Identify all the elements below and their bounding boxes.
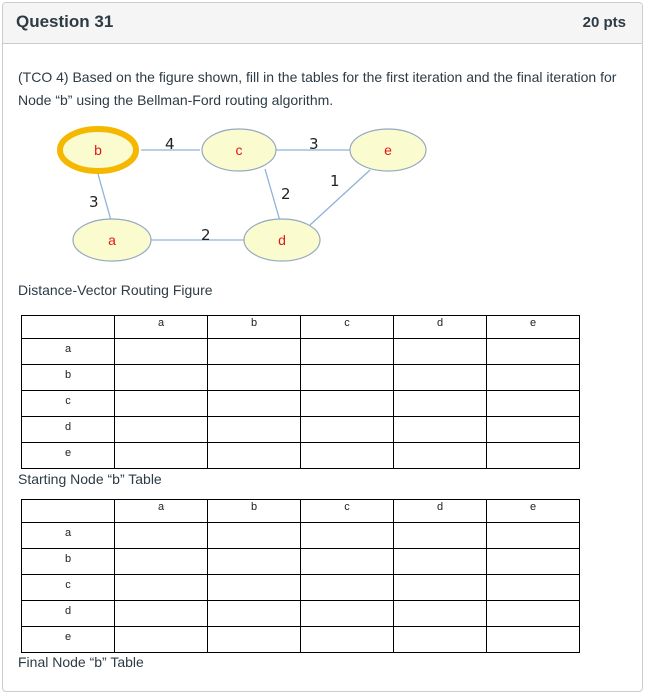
starting-table-caption: Starting Node “b” Table: [18, 471, 162, 487]
table-cell[interactable]: [487, 391, 580, 417]
table-corner-cell: [22, 500, 115, 523]
table-cell[interactable]: [301, 627, 394, 653]
table-row: [22, 601, 580, 627]
table-row: [22, 417, 580, 443]
table-cell[interactable]: [394, 391, 487, 417]
table-cell[interactable]: [487, 365, 580, 391]
table-cell[interactable]: [487, 575, 580, 601]
table-row: [22, 627, 580, 653]
table-cell[interactable]: [394, 417, 487, 443]
row-header-d: d: [22, 601, 115, 627]
table-cell[interactable]: [301, 523, 394, 549]
table-cell[interactable]: [487, 417, 580, 443]
table-header-row: [22, 316, 580, 339]
edge-label-c-d: 2: [281, 185, 291, 203]
edge-label-b-a: 3: [89, 193, 99, 211]
table-cell[interactable]: [301, 601, 394, 627]
column-header-b: b: [208, 316, 301, 339]
table-cell[interactable]: [115, 391, 208, 417]
column-header-c: c: [301, 500, 394, 523]
table-cell[interactable]: [301, 417, 394, 443]
table-cell[interactable]: [301, 575, 394, 601]
node-label-e: e: [384, 142, 392, 158]
table-cell[interactable]: [301, 365, 394, 391]
table-cell[interactable]: [208, 339, 301, 365]
final-table-caption: Final Node “b” Table: [18, 654, 144, 670]
table-cell[interactable]: [394, 443, 487, 469]
table-cell[interactable]: [487, 601, 580, 627]
question-points: 20 pts: [582, 14, 626, 31]
table-cell[interactable]: [208, 627, 301, 653]
starting-table: [21, 315, 580, 469]
table-row: [22, 443, 580, 469]
table-cell[interactable]: [115, 443, 208, 469]
final-table: [21, 499, 580, 653]
table-cell[interactable]: [115, 523, 208, 549]
table-cell[interactable]: [301, 339, 394, 365]
table-cell[interactable]: [115, 417, 208, 443]
table-cell[interactable]: [301, 391, 394, 417]
column-header-d: d: [394, 500, 487, 523]
table-cell[interactable]: [487, 339, 580, 365]
row-header-b: b: [22, 365, 115, 391]
table-cell[interactable]: [115, 549, 208, 575]
table-cell[interactable]: [208, 443, 301, 469]
table-cell[interactable]: [208, 365, 301, 391]
edge-label-c-e: 3: [309, 135, 319, 153]
table-cell[interactable]: [394, 365, 487, 391]
row-header-e: e: [22, 443, 115, 469]
table-row: [22, 549, 580, 575]
table-cell[interactable]: [394, 339, 487, 365]
table-row: [22, 365, 580, 391]
column-header-b: b: [208, 500, 301, 523]
figure-caption: Distance-Vector Routing Figure: [18, 282, 213, 298]
table-cell[interactable]: [394, 549, 487, 575]
table-cell[interactable]: [487, 627, 580, 653]
row-header-a: a: [22, 523, 115, 549]
table-cell[interactable]: [394, 523, 487, 549]
table-row: [22, 391, 580, 417]
node-label-c: c: [235, 142, 243, 158]
node-label-a: a: [108, 232, 116, 248]
node-label-b: b: [94, 142, 102, 158]
table-cell[interactable]: [487, 443, 580, 469]
row-header-c: c: [22, 575, 115, 601]
table-cell[interactable]: [394, 627, 487, 653]
table-header-row: [22, 500, 580, 523]
row-header-b: b: [22, 549, 115, 575]
column-header-e: e: [487, 500, 580, 523]
table-cell[interactable]: [301, 443, 394, 469]
column-header-d: d: [394, 316, 487, 339]
table-cell[interactable]: [208, 575, 301, 601]
table-cell[interactable]: [115, 601, 208, 627]
table-corner-cell: [22, 316, 115, 339]
table-cell[interactable]: [208, 549, 301, 575]
column-header-a: a: [115, 316, 208, 339]
table-row: [22, 339, 580, 365]
table-cell[interactable]: [208, 523, 301, 549]
edge-label-d-e: 1: [330, 172, 340, 190]
node-label-d: d: [278, 232, 286, 248]
table-cell[interactable]: [394, 601, 487, 627]
table-cell[interactable]: [115, 575, 208, 601]
table-cell[interactable]: [208, 601, 301, 627]
table-cell[interactable]: [115, 365, 208, 391]
table-cell[interactable]: [208, 417, 301, 443]
table-cell[interactable]: [208, 391, 301, 417]
column-header-e: e: [487, 316, 580, 339]
edge-label-b-c: 4: [165, 135, 175, 153]
edge-label-a-d: 2: [201, 226, 211, 244]
table-cell[interactable]: [115, 339, 208, 365]
row-header-a: a: [22, 339, 115, 365]
question-text: (TCO 4) Based on the figure shown, fill in the tables for the first iteration and the final iteration for Node “b” using the Bellman-Ford routing algorithm.: [18, 69, 617, 108]
question-header: [3, 3, 642, 44]
row-header-c: c: [22, 391, 115, 417]
question-title: Question 31: [16, 12, 114, 31]
row-header-e: e: [22, 627, 115, 653]
network-figure: [48, 118, 440, 273]
table-cell[interactable]: [301, 549, 394, 575]
table-cell[interactable]: [394, 575, 487, 601]
table-cell[interactable]: [115, 627, 208, 653]
column-header-a: a: [115, 500, 208, 523]
table-row: [22, 575, 580, 601]
table-cell[interactable]: [487, 523, 580, 549]
table-cell[interactable]: [487, 549, 580, 575]
column-header-c: c: [301, 316, 394, 339]
row-header-d: d: [22, 417, 115, 443]
table-row: [22, 523, 580, 549]
